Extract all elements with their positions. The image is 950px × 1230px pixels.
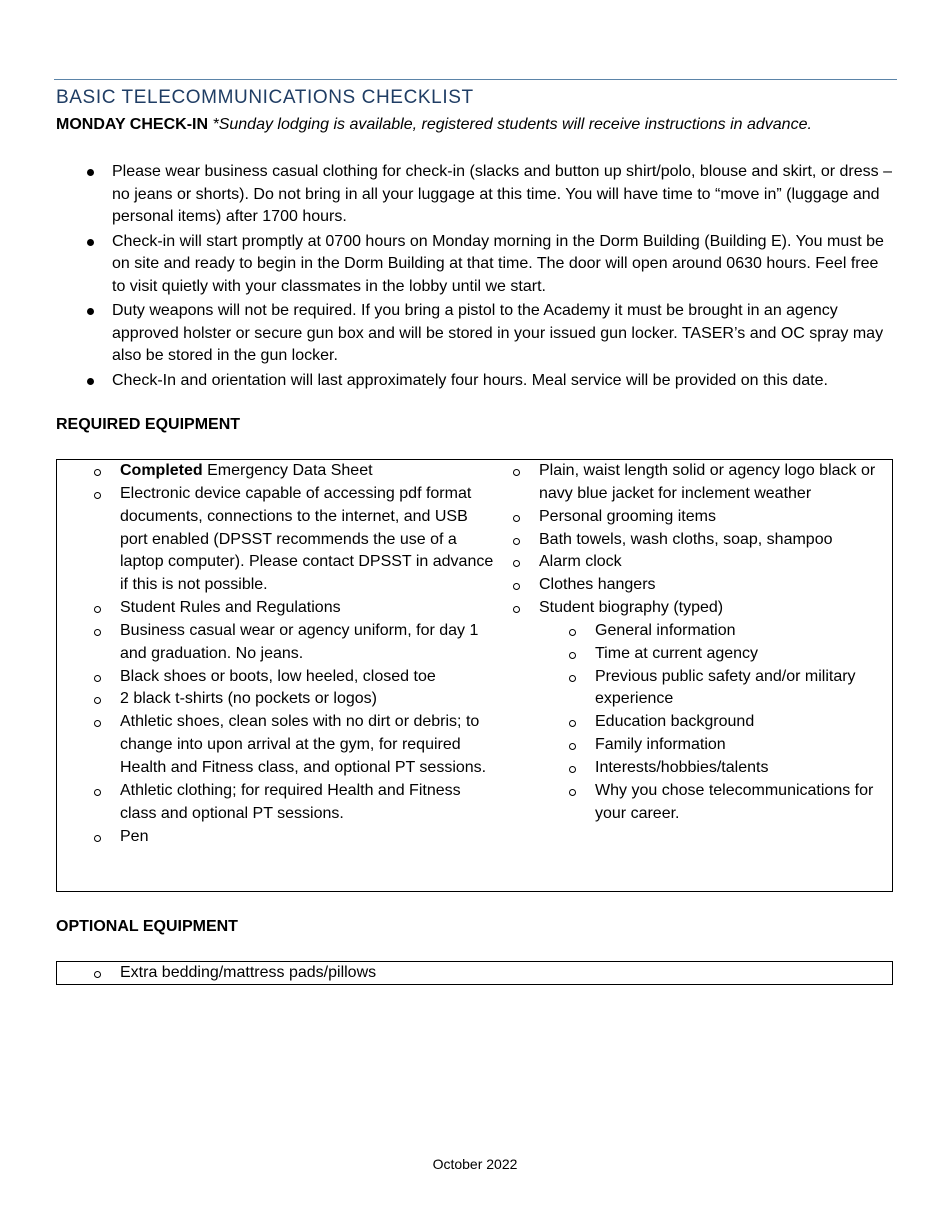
hollow-bullet-icon: [513, 538, 520, 545]
hollow-bullet-icon: [513, 560, 520, 567]
list-item: Why you chose telecommunications for your career.: [513, 780, 891, 826]
hollow-bullet-icon: [94, 675, 101, 682]
list-item: Personal grooming items: [513, 506, 891, 529]
optional-column: [57, 962, 857, 985]
list-item: 2 black t-shirts (no pockets or logos): [57, 688, 497, 711]
footer-date: October 2022: [432, 1156, 518, 1172]
hollow-bullet-icon: [569, 743, 576, 750]
list-item: Pen: [57, 826, 497, 849]
hollow-bullet-icon: [569, 720, 576, 727]
list-item: Black shoes or boots, low heeled, closed toe: [57, 666, 497, 689]
hollow-bullet-icon: [94, 606, 101, 613]
bullet-icon: [87, 378, 94, 385]
list-item: Alarm clock: [513, 551, 891, 574]
list-item: Plain, waist length solid or agency logo black or navy blue jacket for inclement weather: [513, 460, 891, 506]
list-item: Athletic clothing; for required Health and Fitness class and optional PT sessions.: [57, 780, 497, 826]
list-item: Previous public safety and/or military experience: [513, 666, 891, 712]
list-item: Electronic device capable of accessing pdf format documents, connections to the internet, and USB port enabled (DPSST recommends the use of a laptop computer). Please contact DPSST in advance if this is not possible.: [57, 483, 497, 597]
list-item: General information: [513, 620, 891, 643]
required-right-column: [513, 460, 891, 826]
hollow-bullet-icon: [94, 492, 101, 499]
biography-sublist: [513, 620, 891, 826]
hollow-bullet-icon: [513, 469, 520, 476]
list-item: Duty weapons will not be required. If you bring a pistol to the Academy it must be brought in an agency approved holster or secure gun box and will be stored in your issued gun locker. TASER’s and OC spray may also be stored in the gun locker.: [56, 300, 896, 368]
list-item: Please wear business casual clothing for check-in (slacks and button up shirt/polo, blouse and skirt, or dress – no jeans or shorts). Do not bring in all your luggage at this time. You will have time to “move in” (luggage and personal items) after 1700 hours.: [56, 161, 896, 229]
monday-checkin-line: [56, 115, 812, 135]
list-item: Athletic shoes, clean soles with no dirt or debris; to change into upon arrival at the gym, for required Health and Fitness class, and optional PT sessions.: [57, 711, 497, 780]
hollow-bullet-icon: [94, 697, 101, 704]
bullet-icon: [87, 169, 94, 176]
optional-equipment-heading: OPTIONAL EQUIPMENT: [56, 918, 238, 935]
required-left-column: [57, 460, 497, 848]
hollow-bullet-icon: [94, 469, 101, 476]
page-title: BASIC TELECOMMUNICATIONS CHECKLIST: [56, 87, 474, 108]
hollow-bullet-icon: [569, 629, 576, 636]
hollow-bullet-icon: [569, 675, 576, 682]
bullet-icon: [87, 239, 94, 246]
list-item: Completed Emergency Data Sheet: [57, 460, 497, 483]
hollow-bullet-icon: [94, 789, 101, 796]
hollow-bullet-icon: [569, 652, 576, 659]
hollow-bullet-icon: [94, 720, 101, 727]
hollow-bullet-icon: [569, 766, 576, 773]
list-item: Time at current agency: [513, 643, 891, 666]
checkin-bullet-list: [56, 161, 896, 394]
list-item: Student biography (typed): [513, 597, 891, 620]
list-item: Check-In and orientation will last approximately four hours. Meal service will be provided on this date.: [56, 370, 896, 393]
bullet-icon: [87, 308, 94, 315]
required-equipment-table: [56, 459, 893, 892]
checkin-note: *Sunday lodging is available, registered students will receive instructions in advance.: [212, 116, 812, 133]
hollow-bullet-icon: [513, 583, 520, 590]
hollow-bullet-icon: [569, 789, 576, 796]
optional-equipment-table: [56, 961, 893, 985]
list-item: Student Rules and Regulations: [57, 597, 497, 620]
list-item: Education background: [513, 711, 891, 734]
hollow-bullet-icon: [94, 971, 101, 978]
list-item: Check-in will start promptly at 0700 hours on Monday morning in the Dorm Building (Building E). You must be on site and ready to begin in the Dorm Building at that time. The door will open around 0630 hours. Feel free to visit quietly with your classmates in the lobby until we start.: [56, 231, 896, 299]
list-item: Clothes hangers: [513, 574, 891, 597]
hollow-bullet-icon: [513, 515, 520, 522]
list-item: Business casual wear or agency uniform, for day 1 and graduation. No jeans.: [57, 620, 497, 666]
hollow-bullet-icon: [513, 606, 520, 613]
hollow-bullet-icon: [94, 629, 101, 636]
list-item: Extra bedding/mattress pads/pillows: [57, 962, 857, 985]
checkin-heading: MONDAY CHECK-IN: [56, 116, 209, 133]
required-equipment-heading: REQUIRED EQUIPMENT: [56, 416, 241, 433]
list-item: Bath towels, wash cloths, soap, shampoo: [513, 529, 891, 552]
hollow-bullet-icon: [94, 835, 101, 842]
list-item: Family information: [513, 734, 891, 757]
list-item: Interests/hobbies/talents: [513, 757, 891, 780]
header-rule: [54, 79, 897, 80]
